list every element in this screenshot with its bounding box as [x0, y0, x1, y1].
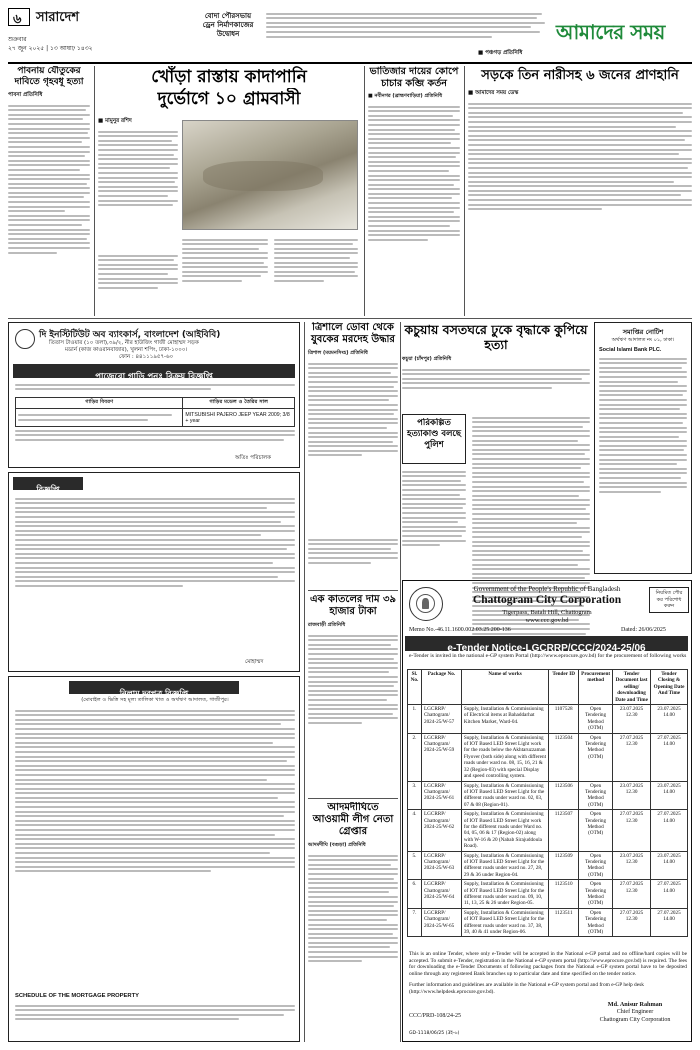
- tender-sl: 7.: [408, 908, 422, 937]
- vatija-body: [368, 103, 460, 295]
- tender-closing: 23.07.2025 14.00: [651, 851, 688, 880]
- tender-work: Supply, Installation & Commissioning of IOT Based LED Street Light for the different roads under ward no. 27, 28, 29 & 36 under Region-04.: [461, 851, 548, 880]
- tender-id: 1123509: [549, 851, 579, 880]
- section-title: সারাদেশ: [36, 10, 80, 25]
- tender-id: 1123506: [549, 781, 579, 810]
- ccc-tender-notice: [402, 580, 692, 1042]
- tender-selling: 27.07.2025 12.30: [613, 880, 651, 909]
- story-vatija: [368, 66, 460, 316]
- tender-work: Supply, Installation & Commissioning of IOT Based LED Street Light for the different roads under ward no. 02, 03, 07 & 08 (Region-01).: [461, 781, 548, 810]
- notice-2: [8, 472, 300, 672]
- ccc-designation: Chief Engineer: [616, 1009, 654, 1015]
- tender-package: LGCRRP/ Chattogram/ 2024-25/W-63: [421, 851, 461, 880]
- logo-text: আমাদের সময়: [556, 20, 665, 44]
- tender-work: Supply, Installation & Commissioning of IOT Based LED Street Light for the different roads under ward no. 37, 38, 39, 40 & 41 under Region-06.: [461, 908, 548, 937]
- trishal-byline: ত্রিশাল (ময়মনসিংহ) প্রতিনিধি: [308, 350, 368, 356]
- tender-method: Open Tendering Method (OTM): [579, 880, 613, 909]
- pabna-headline: পাবনায় যৌতুকের দাবিতে গৃহবধূ হত্যা: [14, 66, 84, 87]
- tender-method: Open Tendering Method (OTM): [579, 810, 613, 851]
- ibb-logo-icon: [15, 329, 35, 349]
- tender-id: 1123510: [549, 880, 579, 909]
- tender-package: LGCRRP/ Chattogram/ 2024-25/W-64: [421, 880, 461, 909]
- ibb-vehicle-table: [15, 397, 295, 427]
- tender-closing: 23.07.2025 14.00: [651, 705, 688, 734]
- pabna-byline: পাবনা প্রতিনিধি: [8, 92, 43, 98]
- ibb-address-1: তিতাস টাওয়ার (১০ তলা),৩৯/২, নীর হাউজিং গাজী মোহাম্মদ সড়ক: [49, 340, 199, 346]
- main-col1-body: [98, 128, 178, 248]
- ccc-website: www.ccc.gov.bd: [525, 617, 569, 624]
- col-package: Package No.: [421, 670, 461, 705]
- road-body: [468, 100, 692, 278]
- tender-package: LGCRRP/ Chattogram/ 2024-25/W-59: [421, 733, 461, 781]
- col-closing: Tender Closing & Opening Date And Time: [651, 670, 688, 705]
- auction-schedule-title: SCHEDULE OF THE MORTGAGE PROPERTY: [15, 993, 139, 999]
- story-main: [98, 66, 360, 316]
- tender-row: [408, 810, 688, 851]
- ccc-gov-line: Government of the People's Republic of Bangladesh: [473, 585, 621, 593]
- notice2-title: [13, 477, 83, 494]
- trishal-body: [308, 360, 398, 510]
- main-headline-line1: খোঁড়া রাস্তায় কাদাপানি: [151, 67, 307, 87]
- tender-package: LGCRRP/ Chattogram/ 2024-25/W-57: [421, 705, 461, 734]
- kochua-col-left: [402, 468, 466, 598]
- tender-package: LGCRRP/ Chattogram/ 2024-25/W-65: [421, 908, 461, 937]
- tender-method: Open Tendering Method (OTM): [579, 705, 613, 734]
- story-trishal: [308, 322, 398, 532]
- sibl-head: সমাপ্তির নোটিশ: [622, 328, 664, 336]
- page-number-box: [8, 8, 30, 26]
- vatija-byline: ■ নবীনগর (ব্রাহ্মণবাড়িয়া) প্রতিনিধি: [368, 93, 443, 99]
- tender-selling: 23.07.2025 12.30: [613, 705, 651, 734]
- tender-closing: 27.07.2025 14.00: [651, 880, 688, 909]
- auction-title: নিলাম দরপত্র বিজ্ঞপ্তি: [119, 689, 189, 698]
- tender-package: LGCRRP/ Chattogram/ 2024-25/W-62: [421, 810, 461, 851]
- ccc-tax-note: [649, 587, 689, 613]
- tender-table-header: [408, 670, 688, 705]
- pabna-body: [8, 102, 90, 302]
- issue-day: শুক্রবার: [8, 36, 27, 43]
- story-katla: [308, 594, 398, 794]
- katla-body: [308, 632, 398, 782]
- tender-id: 1123507: [549, 810, 579, 851]
- tender-work: Supply, Installation & Commissioning of IOT Based LED Street Light work for the different roads under Ward no. 04, 05, 06 & 17 (Region-02) along with W-16 & 20 (Nabab Sirajuddoula Road).: [461, 810, 548, 851]
- auction-subtitle: (মোবাইল ও ভিত্তি সহ মূল্য তালিকা খাত ও অর্থঋণ আদালত, গাজীপুর।: [81, 697, 229, 703]
- ibb-terms: [15, 427, 295, 453]
- kochua-byline: কচুয়া (চাঁদপুর) প্রতিনিধি: [402, 356, 452, 362]
- auction-title-banner: [69, 681, 239, 698]
- tender-sl: 4.: [408, 810, 422, 851]
- ibb-phone: ফোন : ৪৪১১১৯৫৭-৬০: [119, 354, 174, 360]
- main-byline: ■ মামুনুর রশিদ: [98, 118, 132, 124]
- tender-closing: 27.07.2025 14.00: [651, 810, 688, 851]
- sibl-notice: [594, 322, 692, 574]
- trishal-body-bottom: [308, 536, 398, 586]
- newspaper-logo: [556, 18, 692, 48]
- auction-body: [15, 707, 295, 989]
- adamdighi-byline: আদমদীঘি (বগুড়া) প্রতিনিধি: [308, 842, 366, 848]
- kochua-subhead: পরিকল্পিত হত্যাকাণ্ড বলছে পুলিশ: [407, 418, 461, 450]
- page-number: ৬: [13, 12, 22, 27]
- tender-work: Supply, Installation & Commissioning of Electrical items at Bahaddarhat Kitchen Market, Ward-04.: [461, 705, 548, 734]
- tender-method: Open Tendering Method (OTM): [579, 733, 613, 781]
- notice2-title-text: বিজ্ঞপ্তি: [36, 485, 60, 494]
- ccc-tender-table: [407, 669, 688, 937]
- tender-method: Open Tendering Method (OTM): [579, 781, 613, 810]
- tender-selling: 23.07.2025 12.30: [613, 781, 651, 810]
- tender-selling: 27.07.2025 12.30: [613, 908, 651, 937]
- col-sl: Sl. No.: [408, 670, 422, 705]
- col-method: Procurement method: [579, 670, 613, 705]
- col-works: Name of works: [461, 670, 548, 705]
- notice2-signature: মোহাম্মদ: [245, 659, 264, 665]
- ad-ibb: [8, 322, 300, 468]
- tender-selling: 27.07.2025 12.30: [613, 733, 651, 781]
- ccc-gd: GD-1118/06/25 (3ই-৬): [409, 1031, 460, 1036]
- story-pabna: [8, 66, 90, 316]
- tender-sl: 2.: [408, 733, 422, 781]
- ccc-address: Tigerpass, Batali Hill, Chattogram: [502, 609, 592, 616]
- tender-method: Open Tendering Method (OTM): [579, 908, 613, 937]
- vatija-headline: ভাতিজার দায়ের কোপে চাচার কব্জি কর্তন: [369, 66, 459, 89]
- ccc-code: CCC/PRD-108/24-25: [409, 1013, 462, 1019]
- kochua-body-top: [402, 366, 590, 406]
- ibb-title-banner: [13, 364, 295, 382]
- adamdighi-body: [308, 852, 398, 1032]
- tender-closing: 27.07.2025 14.00: [651, 908, 688, 937]
- tender-row: [408, 908, 688, 937]
- ccc-footer-1: This is an online Tender, where only e-Tender will be accepted in the National e-GP portal and no offline/hard copies will be accepted. To submit e-Tender, registration in the National e-GP system portal (http://www.eprocure.gov.bd) is required. The fees for downloading the e-Tender Documents of following packages from the National e-GP system portal have to be deposited online through any registered Bank branches up to particular date and time specified on the tender notice.: [409, 951, 687, 977]
- tender-selling: 27.07.2025 12.30: [613, 810, 651, 851]
- auction-schedule-body: [15, 1002, 295, 1038]
- adamdighi-headline: আদমদীঘিতে আওয়ামী লীগ নেতা গ্রেপ্তার: [312, 802, 394, 837]
- col-selling: Tender Document last selling/ downloading Date and Time: [613, 670, 651, 705]
- tender-id: 1123504: [549, 733, 579, 781]
- ibb-intro: [15, 381, 295, 395]
- col-tender-id: Tender ID: [549, 670, 579, 705]
- kochua-subhead-box: [402, 414, 466, 464]
- tender-method: Open Tendering Method (OTM): [579, 851, 613, 880]
- ibb-table-header-1: গাড়ির বিবরণ: [16, 398, 183, 409]
- ccc-tax-note-text: নিয়মিত পৌর কর পরিশোধ করুন: [655, 590, 683, 609]
- story-adamdighi: [308, 802, 398, 1042]
- sibl-body: [599, 355, 687, 569]
- tender-id: 1123511: [549, 908, 579, 937]
- ccc-memo: Memo No.-46.11.1600.002.03.25.200-136: [409, 627, 511, 633]
- bangladesh-seal-icon: [409, 587, 443, 621]
- tender-row: [408, 880, 688, 909]
- tender-row: [408, 733, 688, 781]
- ccc-footer-2: Further information and guidelines are available in the National e-GP system portal and from e-GP help desk (http://www.helpdesk.eprocure.gov.bd).: [409, 982, 644, 995]
- auction-notice: [8, 676, 300, 1042]
- ccc-title: e-Tender Notice-LGCRRP/CCC/2024-25/06: [447, 643, 646, 654]
- tender-package: LGCRRP/ Chattogram/ 2024-25/W-61: [421, 781, 461, 810]
- tender-closing: 27.07.2025 14.00: [651, 733, 688, 781]
- main-photo: [182, 120, 358, 230]
- ibb-name: দি ইনস্টিটিউট অব ব্যাংকার্স, বাংলাদেশ (আইবিবি): [39, 330, 221, 340]
- main-col3-body: [274, 236, 358, 314]
- sibl-ref: অর্থঋণ আদালত নং ০১, ঢাকা।: [611, 337, 675, 343]
- tender-work: Supply, Installation & Commissioning of IOT Based LED Street Light for the different roads under ward no. 09, 10, 11, 13, 25 & 26 under Region-05.: [461, 880, 548, 909]
- kochua-headline: কচুয়ায় বসতঘরে ঢুকে বৃদ্ধাকে কুপিয়ে হত্যা: [404, 322, 588, 352]
- ibb-signature: অতিঃ পরিচালক: [235, 455, 271, 461]
- masthead: [8, 8, 692, 60]
- story-road: [468, 66, 692, 316]
- issue-date: ২৭ জুন ২০২৫ | ১৩ আষাঢ় ১৪৩২: [8, 45, 93, 52]
- tender-id: 1107528: [549, 705, 579, 734]
- top-small-headline: বোদা পৌরসভায় ড্রেন নির্মাণকাজের উদ্বোধন: [202, 12, 254, 38]
- ibb-title: পাজেরো গাড়ি পুনঃ বিক্রয় বিজ্ঞপ্তি: [95, 372, 213, 382]
- main-headline-line2: দুর্ভোগে ১০ গ্রামবাসী: [157, 89, 301, 109]
- tender-selling: 23.07.2025 12.30: [613, 851, 651, 880]
- road-byline: ■ আমাদের সময় ডেস্ক: [468, 90, 519, 96]
- tender-row: [408, 851, 688, 880]
- ccc-org: Chattogram City Corporation: [599, 1017, 671, 1023]
- tender-work: Supply, Installation & Commissioning of IOT Based LED Street Light work for the roads below the Akhtaruzzaman Flyover (both side) along with different roads under ward no. 08, 15, 16, 21 & 32 (Region-03) with special Display and speed controlling system.: [461, 733, 548, 781]
- ccc-dated: Dated: 26/06/2025: [621, 627, 666, 633]
- notice2-body: [15, 495, 295, 657]
- ccc-name: Chattogram City Corporation: [472, 594, 622, 606]
- ccc-signer: Md. Anisur Rahman: [607, 1001, 663, 1008]
- main-col2-body: [182, 236, 268, 314]
- tender-row: [408, 705, 688, 734]
- tender-closing: 23.07.2025 14.00: [651, 781, 688, 810]
- tender-sl: 3.: [408, 781, 422, 810]
- tender-sl: 1.: [408, 705, 422, 734]
- main-col1b-body: [98, 252, 178, 314]
- top-story-byline: ■ পঞ্চগড় প্রতিনিধি: [478, 50, 523, 56]
- ibb-table-header-2: গাড়ির মডেল ও তৈরির সাল: [183, 398, 295, 409]
- ibb-vehicle-model: MITSUBISHI PAJERO JEEP YEAR 2009; 3/8 + year: [183, 409, 295, 427]
- tender-sl: 6.: [408, 880, 422, 909]
- sibl-name: Social Islami Bank PLC.: [599, 347, 662, 353]
- ccc-title-banner: [405, 636, 688, 654]
- ccc-intro: e-Tender is invited in the national e-GP system Portal (http://www.eprocure.gov.bd) for the procurement of following works: [409, 653, 687, 659]
- ibb-address-2: মডার্ন (কাজ কাওরানবাজার), খুলনা শপিং, ঢাকা-১০০০।: [65, 347, 188, 353]
- road-headline: সড়কে তিন নারীসহ ৬ জনের প্রাণহানি: [481, 68, 679, 83]
- katla-headline: এক কাতলের দাম ৩৯ হাজার টাকা: [309, 594, 397, 617]
- tender-row: [408, 781, 688, 810]
- tender-sl: 5.: [408, 851, 422, 880]
- trishal-headline: ত্রিশালে ডোবা থেকে যুবকের মরদেহ উদ্ধার: [311, 322, 395, 345]
- katla-byline: রাজবাড়ী প্রতিনিধি: [308, 622, 346, 628]
